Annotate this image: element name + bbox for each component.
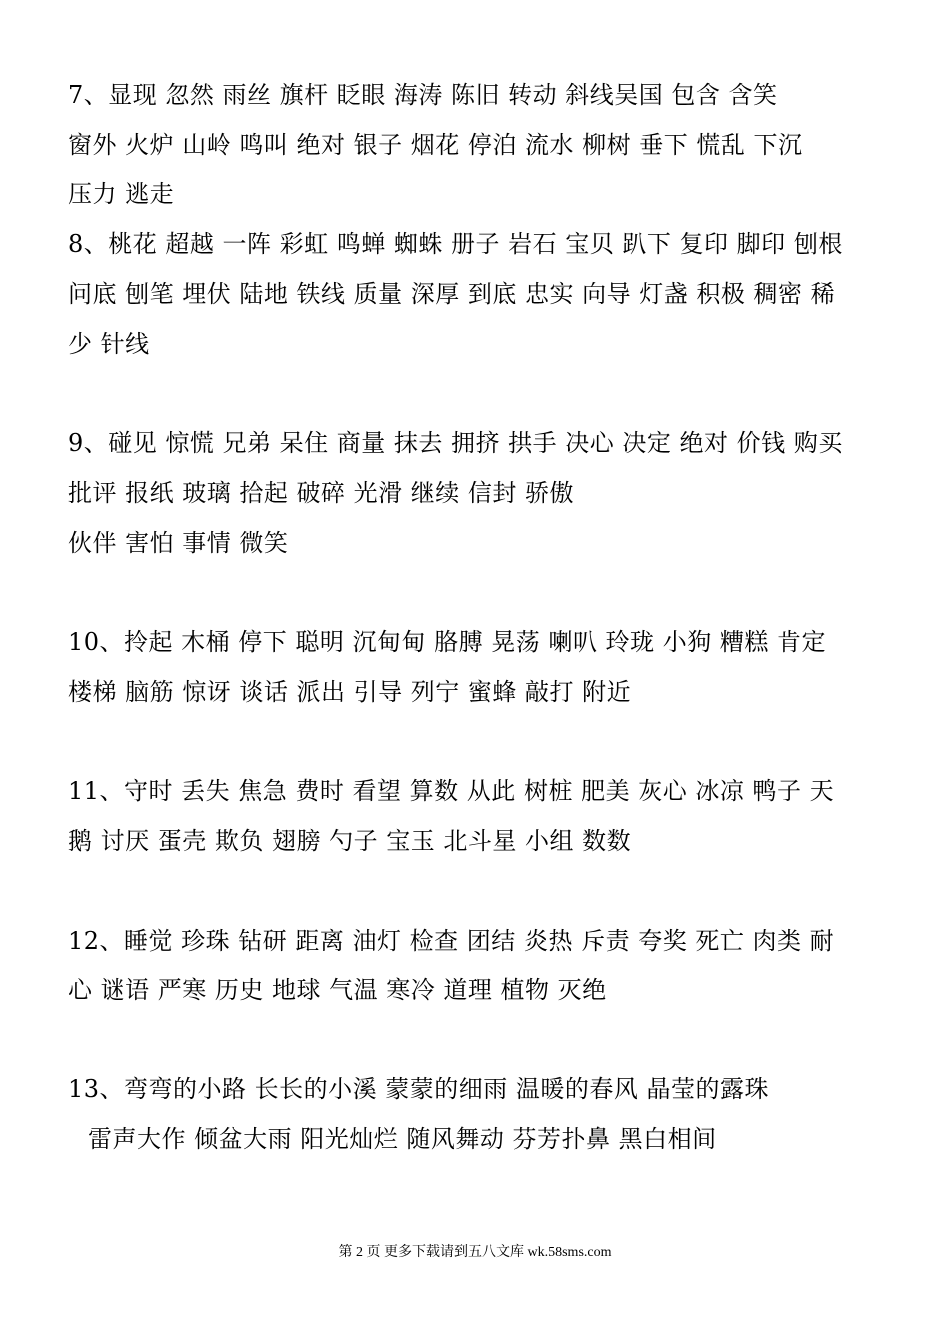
text-line-lesson-7-cont: 压力 逃走 [68,180,175,208]
text-line-lesson-10-cont: 楼梯 脑筋 惊讶 谈话 派出 引导 列宁 蜜蜂 敲打 附近 [68,678,632,706]
text-line-lesson-12-cont: 心 谜语 严寒 历史 地球 气温 寒冷 道理 植物 灭绝 [68,976,607,1004]
page-footer: 第 2 页 更多下载请到五八文库 wk.58sms.com [338,1245,612,1260]
text-line-lesson-11: 11、守时 丢失 焦急 费时 看望 算数 从此 树桩 肥美 灰心 冰凉 鸭子 天 [68,777,835,805]
text-line-lesson-8-cont: 问底 刨笔 埋伏 陆地 铁线 质量 深厚 到底 忠实 向导 灯盏 积极 稠密 稀 [68,280,836,308]
text-line-lesson-13: 13、弯弯的小路 长长的小溪 蒙蒙的细雨 温暖的春风 晶莹的露珠 [68,1075,770,1103]
text-line-lesson-12: 12、睡觉 珍珠 钻研 距离 油灯 检查 团结 炎热 斥责 夸奖 死亡 肉类 耐 [68,927,835,955]
text-line-lesson-9: 9、碰见 惊慌 兄弟 呆住 商量 抹去 拥挤 拱手 决心 决定 绝对 价钱 购买 [68,429,843,457]
text-line-lesson-7-cont: 窗外 火炉 山岭 鸣叫 绝对 银子 烟花 停泊 流水 柳树 垂下 慌乱 下沉 [68,131,803,159]
text-line-lesson-9-cont: 批评 报纸 玻璃 拾起 破碎 光滑 继续 信封 骄傲 [68,479,575,507]
text-line-lesson-8: 8、桃花 超越 一阵 彩虹 鸣蝉 蜘蛛 册子 岩石 宝贝 趴下 复印 脚印 刨根 [68,230,843,258]
text-line-lesson-11-cont: 鹅 讨厌 蛋壳 欺负 翅膀 勺子 宝玉 北斗星 小组 数数 [68,827,632,855]
text-line-lesson-10: 10、拎起 木桶 停下 聪明 沉甸甸 胳膊 晃荡 喇叭 玲珑 小狗 糟糕 肯定 [68,628,826,656]
text-line-lesson-8-cont: 少 针线 [68,330,150,358]
text-line-lesson-13-cont: 雷声大作 倾盆大雨 阳光灿烂 随风舞动 芬芳扑鼻 黑白相间 [88,1125,717,1153]
text-line-lesson-9-cont: 伙伴 害怕 事情 微笑 [68,529,289,557]
text-line-lesson-7: 7、显现 忽然 雨丝 旗杆 眨眼 海涛 陈旧 转动 斜线吴国 包含 含笑 [68,81,778,109]
